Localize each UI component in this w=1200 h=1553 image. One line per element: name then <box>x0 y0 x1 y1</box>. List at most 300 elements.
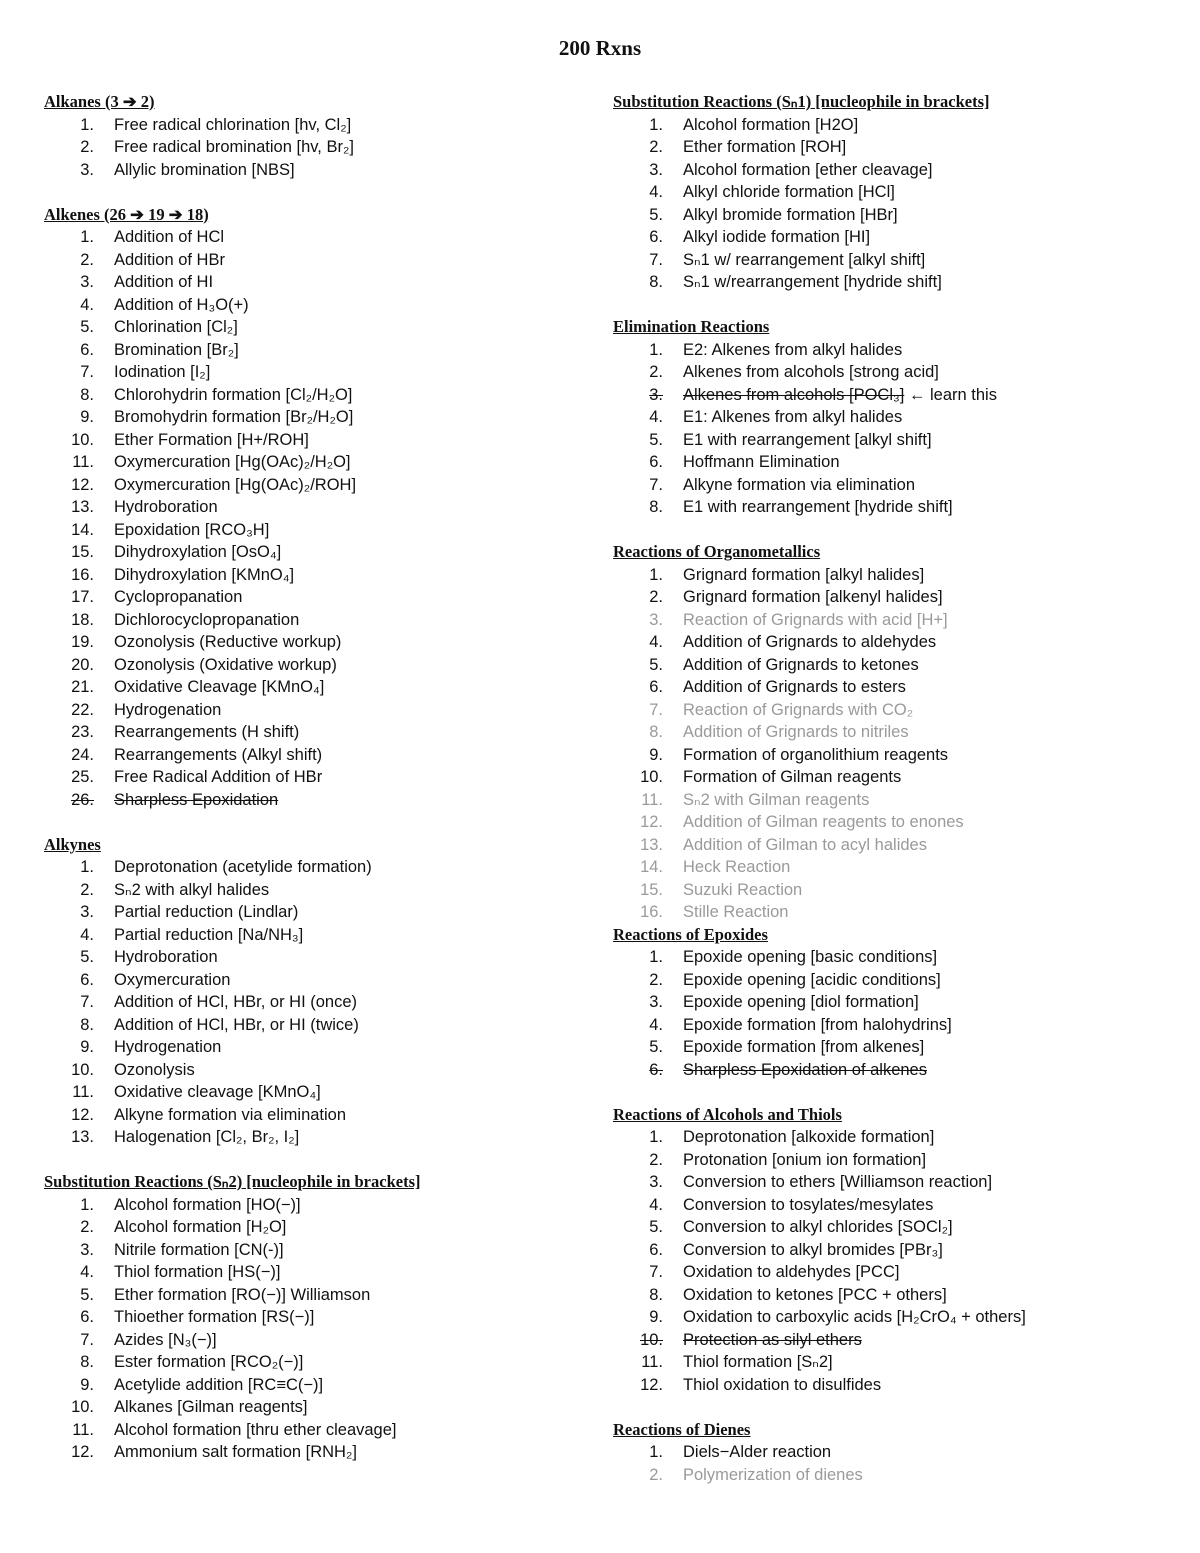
item-text: Heck Reaction <box>683 858 791 876</box>
list-item <box>613 406 1173 429</box>
list-item <box>613 631 1173 654</box>
item-number: 6. <box>80 1308 94 1326</box>
item-number: 2. <box>80 880 94 899</box>
item-number: 21. <box>71 678 94 696</box>
item-text-wrap <box>683 1194 933 1217</box>
section-heading: Substitution Reactions (Sₙ2) [nucleophile in brackets] <box>44 1172 421 1191</box>
item-text-wrap <box>114 1261 280 1284</box>
item-text-wrap <box>114 654 337 677</box>
item-text-wrap <box>683 1059 927 1082</box>
item-text-wrap <box>114 676 324 699</box>
item-text: Ammonium salt formation [RNH₂] <box>114 1443 357 1461</box>
item-text-wrap <box>114 294 249 317</box>
list-item <box>44 429 604 452</box>
item-text-wrap <box>683 699 913 722</box>
item-text-wrap <box>683 271 942 294</box>
item-text: Alkyne formation via elimination <box>683 475 916 494</box>
item-number: 11. <box>72 1083 94 1101</box>
item-text: Free Radical Addition of HBr <box>114 768 323 786</box>
list-item <box>44 991 604 1014</box>
item-text: Suzuki Reaction <box>683 880 803 899</box>
item-text: Halogenation [Cl₂, Br₂, I₂] <box>114 1128 300 1146</box>
list-item <box>613 181 1173 204</box>
item-number: 6. <box>649 1060 663 1079</box>
item-number: 15. <box>640 880 663 899</box>
list-item <box>613 1014 1173 1037</box>
item-text-wrap <box>114 519 269 542</box>
item-number: 4. <box>649 633 663 651</box>
item-number: 1. <box>80 228 94 246</box>
list-item <box>44 1441 604 1464</box>
list-item <box>44 856 604 879</box>
list-item <box>613 609 1173 632</box>
list-item <box>613 969 1173 992</box>
list-item <box>44 1239 604 1262</box>
item-text-wrap <box>683 339 902 362</box>
list-item <box>44 1126 604 1149</box>
list-item <box>44 744 604 767</box>
list-item <box>44 1306 604 1329</box>
item-number: 5. <box>649 655 663 674</box>
item-number: 2. <box>649 138 663 156</box>
item-text-wrap <box>114 249 225 272</box>
item-text: Addition of HI <box>114 273 214 291</box>
list-item <box>613 1126 1173 1149</box>
item-text-wrap <box>114 1036 221 1059</box>
item-text: Free radical bromination [hv, Br₂] <box>114 138 354 156</box>
item-number: 1. <box>80 858 94 876</box>
item-number: 4. <box>649 1195 663 1214</box>
list-item <box>44 1284 604 1307</box>
page-title: 200 Rxns <box>558 36 642 60</box>
item-text: Deprotonation [alkoxide formation] <box>683 1128 935 1146</box>
item-text: Epoxide opening [diol formation] <box>683 993 919 1011</box>
item-number: 9. <box>80 1038 94 1056</box>
item-text: Iodination [I₂] <box>114 363 211 381</box>
list-item <box>44 1351 604 1374</box>
item-text: Oxidation to aldehydes [PCC] <box>683 1263 900 1281</box>
section-alkenes-26-19-18 <box>44 204 604 812</box>
item-text-wrap <box>683 1374 881 1397</box>
section-spacer <box>613 1396 1173 1419</box>
list-item <box>613 1216 1173 1239</box>
item-text: E1 with rearrangement [alkyl shift] <box>683 430 932 449</box>
item-text: Grignard formation [alkenyl halides] <box>683 588 943 606</box>
list-item <box>44 406 604 429</box>
item-text-wrap <box>683 609 948 632</box>
item-text-wrap <box>114 946 218 969</box>
item-text: Sₙ1 w/rearrangement [hydride shift] <box>683 273 942 291</box>
item-text: Chlorination [Cl₂] <box>114 318 238 336</box>
item-text-wrap <box>683 361 939 384</box>
list-item <box>613 1171 1173 1194</box>
item-text: E2: Alkenes from alkyl halides <box>683 340 903 359</box>
list-item <box>613 429 1173 452</box>
item-text: Thioether formation [RS(−)] <box>114 1308 315 1326</box>
item-text: Alkyl bromide formation [HBr] <box>683 205 898 224</box>
item-text: Sₙ1 w/ rearrangement [alkyl shift] <box>683 250 926 269</box>
list-item <box>44 339 604 362</box>
item-number: 24. <box>71 745 94 764</box>
item-text: Cyclopropanation <box>114 588 243 606</box>
item-number: 10. <box>71 1398 94 1416</box>
item-number: 6. <box>649 1240 663 1259</box>
list-item <box>44 316 604 339</box>
item-number: 1. <box>649 115 663 134</box>
item-text-wrap <box>114 609 299 632</box>
item-text-wrap <box>683 1014 952 1037</box>
list-item <box>613 1284 1173 1307</box>
item-number: 13. <box>71 498 94 516</box>
list-item <box>44 271 604 294</box>
item-text-wrap <box>683 1149 926 1172</box>
item-text-wrap <box>683 1126 934 1149</box>
list-item <box>613 721 1173 744</box>
list-item <box>613 339 1173 362</box>
item-text-wrap <box>114 1239 284 1262</box>
item-text: Ozonolysis (Oxidative workup) <box>114 655 337 674</box>
item-text-wrap <box>114 384 352 407</box>
section-spacer <box>613 294 1173 317</box>
item-number: 8. <box>649 498 663 516</box>
item-text: Alcohol formation [H2O] <box>683 115 859 134</box>
item-text-wrap <box>683 226 870 249</box>
item-number: 3. <box>649 160 663 179</box>
list-item <box>613 811 1173 834</box>
list-item <box>613 1329 1173 1352</box>
item-number: 12. <box>640 1375 663 1394</box>
item-text: Rearrangements (Alkyl shift) <box>114 745 323 764</box>
section-reactions-of-alcohols-and-thiols <box>613 1104 1173 1397</box>
item-number: 1. <box>80 1195 94 1214</box>
item-text-wrap <box>683 406 902 429</box>
item-text: Partial reduction [Na/NH₃] <box>114 925 304 944</box>
item-text-wrap <box>683 159 932 182</box>
item-text-wrap <box>114 699 221 722</box>
item-text-wrap <box>114 901 298 924</box>
item-number: 1. <box>649 1128 663 1146</box>
item-text-wrap <box>114 1306 314 1329</box>
list-item <box>44 519 604 542</box>
right-column <box>613 91 1173 1486</box>
item-text-wrap <box>683 1306 1026 1329</box>
list-item <box>44 361 604 384</box>
list-item <box>44 451 604 474</box>
item-text-wrap <box>683 1036 924 1059</box>
item-text-wrap <box>114 744 322 767</box>
item-text: Sₙ2 with Gilman reagents <box>683 790 870 809</box>
section-heading: Alkenes (26 ➔ 19 ➔ 18) <box>44 204 209 224</box>
item-text-wrap <box>683 114 858 137</box>
list-item <box>44 676 604 699</box>
item-number: 2. <box>649 588 663 606</box>
item-text-wrap <box>683 946 937 969</box>
section-substitution-reactions-s-1-nucleophile-i <box>613 91 1173 294</box>
section-heading: Reactions of Organometallics <box>613 542 821 561</box>
item-text-wrap <box>114 991 357 1014</box>
item-text-wrap <box>114 136 354 159</box>
item-number: 10. <box>640 768 663 786</box>
item-number: 8. <box>649 1285 663 1304</box>
item-text: Epoxide opening [basic conditions] <box>683 948 938 966</box>
item-number: 22. <box>71 700 94 719</box>
list-item <box>44 586 604 609</box>
item-number: 6. <box>80 340 94 359</box>
list-item <box>613 204 1173 227</box>
item-text-wrap <box>683 1464 863 1487</box>
list-item <box>613 474 1173 497</box>
item-number: 11. <box>641 1353 663 1371</box>
left-column <box>44 91 604 1464</box>
item-text: Addition of Grignards to esters <box>683 678 906 696</box>
item-text-wrap <box>114 789 278 812</box>
item-text-wrap <box>683 496 953 519</box>
item-number: 17. <box>71 588 94 606</box>
item-number: 4. <box>80 295 94 314</box>
item-number: 8. <box>649 273 663 291</box>
item-number: 26. <box>71 790 94 809</box>
item-text-wrap <box>683 834 927 857</box>
list-item <box>613 1239 1173 1262</box>
item-text-wrap <box>114 1014 359 1037</box>
item-number: 5. <box>80 948 94 966</box>
item-number: 2. <box>649 970 663 989</box>
item-number: 4. <box>80 925 94 944</box>
section-spacer <box>44 811 604 834</box>
item-number: 7. <box>649 700 663 719</box>
item-text: Dihydroxylation [OsO₄] <box>114 543 282 561</box>
section-alkanes-3-2 <box>44 91 604 181</box>
item-text: Thiol formation [Sₙ2] <box>683 1353 833 1371</box>
item-number: 9. <box>649 1308 663 1326</box>
item-text: Hydrogenation <box>114 1038 222 1056</box>
item-text-wrap <box>683 451 840 474</box>
item-text-wrap <box>114 1374 323 1397</box>
item-number: 16. <box>71 565 94 584</box>
item-text: Oxidation to ketones [PCC + others] <box>683 1285 947 1304</box>
item-number: 3. <box>649 1173 663 1191</box>
list-item <box>44 901 604 924</box>
list-item <box>44 1104 604 1127</box>
item-number: 1. <box>649 1443 663 1461</box>
item-number: 12. <box>71 475 94 494</box>
item-text: Sharpless Epoxidation <box>114 790 279 809</box>
item-text: Dichlorocyclopropanation <box>114 610 300 629</box>
item-number: 4. <box>80 1263 94 1281</box>
item-text-wrap <box>114 316 238 339</box>
item-text-wrap <box>683 789 869 812</box>
item-text-wrap <box>683 249 925 272</box>
item-text-wrap <box>114 879 269 902</box>
list-item <box>44 474 604 497</box>
item-number: 5. <box>649 205 663 224</box>
item-text: Oxidative cleavage [KMnO₄] <box>114 1083 321 1101</box>
section-heading: Alkynes <box>44 834 101 854</box>
item-text: Addition of Gilman reagents to enones <box>683 813 964 831</box>
item-text: Epoxide formation [from halohydrins] <box>683 1015 952 1034</box>
item-text: Conversion to alkyl chlorides [SOCl₂] <box>683 1218 953 1236</box>
item-text: Bromination [Br₂] <box>114 340 239 359</box>
list-item <box>44 1014 604 1037</box>
item-text-wrap <box>114 924 303 947</box>
list-item <box>44 1261 604 1284</box>
item-text-wrap <box>683 676 906 699</box>
item-text: Addition of Gilman to acyl halides <box>683 835 927 854</box>
item-number: 8. <box>649 723 663 741</box>
item-text-wrap <box>114 361 210 384</box>
item-text-wrap <box>114 1059 195 1082</box>
item-number: 2. <box>649 1150 663 1169</box>
item-text: Reaction of Grignards with acid [H+] <box>683 610 948 629</box>
list-item <box>613 586 1173 609</box>
item-text: Addition of HCl <box>114 228 225 246</box>
item-number: 3. <box>649 385 663 404</box>
item-text-wrap <box>114 564 294 587</box>
item-text: Oxymercuration [Hg(OAc)₂/ROH] <box>114 475 357 494</box>
list-item <box>44 1194 604 1217</box>
item-number: 4. <box>649 408 663 426</box>
item-text-wrap <box>114 451 351 474</box>
item-number: 2. <box>80 250 94 269</box>
list-item <box>613 136 1173 159</box>
list-item <box>44 1216 604 1239</box>
list-item <box>44 946 604 969</box>
item-text: Alkenes from alcohols [POCl₃] <box>683 385 905 404</box>
list-item <box>44 384 604 407</box>
list-item <box>44 1329 604 1352</box>
item-text: Conversion to alkyl bromides [PBr₃] <box>683 1240 943 1259</box>
item-text: Grignard formation [alkyl halides] <box>683 565 925 584</box>
item-text: Ozonolysis (Reductive workup) <box>114 633 342 651</box>
item-number: 10. <box>640 1330 663 1349</box>
item-text: Dihydroxylation [KMnO₄] <box>114 565 295 584</box>
item-number: 12. <box>71 1443 94 1461</box>
item-text-wrap <box>683 1239 943 1262</box>
item-number: 7. <box>80 363 94 381</box>
item-text: Protection as silyl ethers <box>683 1330 862 1349</box>
item-text: Alcohol formation [HO(−)] <box>114 1195 301 1214</box>
item-text-wrap <box>683 879 802 902</box>
item-number: 20. <box>71 655 94 674</box>
section-elimination-reactions <box>613 316 1173 519</box>
item-text-wrap <box>683 811 964 834</box>
item-text: Partial reduction (Lindlar) <box>114 903 299 921</box>
item-text-wrap <box>683 766 901 789</box>
item-text: Protonation [onium ion formation] <box>683 1150 927 1169</box>
list-item <box>44 1059 604 1082</box>
section-heading: Reactions of Dienes <box>613 1419 751 1439</box>
list-item <box>613 114 1173 137</box>
list-item <box>44 699 604 722</box>
item-number: 3. <box>80 273 94 291</box>
list-item <box>613 1261 1173 1284</box>
item-text: Alkanes [Gilman reagents] <box>114 1398 308 1416</box>
item-number: 23. <box>71 723 94 741</box>
item-text-wrap <box>114 586 242 609</box>
item-text-wrap <box>114 429 309 452</box>
item-text-wrap <box>114 114 351 137</box>
item-number: 8. <box>80 385 94 404</box>
item-text-wrap <box>683 631 936 654</box>
item-text-wrap <box>683 181 895 204</box>
list-item <box>613 654 1173 677</box>
item-text-wrap <box>114 406 353 429</box>
list-item <box>44 1374 604 1397</box>
item-number: 9. <box>80 1375 94 1394</box>
item-text: Alkyl chloride formation [HCl] <box>683 183 895 201</box>
list-item <box>613 766 1173 789</box>
item-text-wrap <box>683 1441 831 1464</box>
list-item <box>44 294 604 317</box>
item-text-wrap <box>683 856 790 879</box>
list-item <box>44 226 604 249</box>
item-text: Addition of HBr <box>114 250 225 269</box>
list-item <box>613 384 1173 407</box>
section-reactions-of-epoxides <box>613 924 1173 1082</box>
item-text: Thiol formation [HS(−)] <box>114 1263 281 1281</box>
item-number: 7. <box>649 475 663 494</box>
item-text: Sₙ2 with alkyl halides <box>114 880 270 899</box>
section-reactions-of-dienes <box>613 1419 1173 1487</box>
item-text-wrap <box>683 654 919 677</box>
item-text-wrap <box>683 564 924 587</box>
list-item <box>613 1194 1173 1217</box>
item-text: Oxymercuration [Hg(OAc)₂/H₂O] <box>114 453 351 471</box>
list-item <box>613 1059 1173 1082</box>
item-number: 11. <box>72 1420 94 1439</box>
item-text-wrap <box>114 474 356 497</box>
item-text: E1: Alkenes from alkyl halides <box>683 408 903 426</box>
item-number: 7. <box>80 1330 94 1349</box>
list-item <box>44 496 604 519</box>
list-item <box>613 451 1173 474</box>
item-number: 13. <box>71 1128 94 1146</box>
item-number: 3. <box>649 610 663 629</box>
list-item <box>44 1396 604 1419</box>
list-item <box>613 1351 1173 1374</box>
item-number: 11. <box>72 453 94 471</box>
item-number: 12. <box>71 1105 94 1124</box>
item-text-wrap <box>114 1126 299 1149</box>
item-number: 18. <box>71 610 94 629</box>
item-note: ← learn this <box>908 385 997 404</box>
item-number: 3. <box>80 903 94 921</box>
list-item <box>613 271 1173 294</box>
item-number: 14. <box>640 858 663 876</box>
item-text: Alkyl iodide formation [HI] <box>683 228 871 246</box>
item-number: 3. <box>649 993 663 1011</box>
item-text-wrap <box>683 204 898 227</box>
item-text: Bromohydrin formation [Br₂/H₂O] <box>114 408 354 426</box>
list-item <box>613 946 1173 969</box>
item-number: 6. <box>649 228 663 246</box>
item-text: Stille Reaction <box>683 903 789 921</box>
list-item <box>44 789 604 812</box>
item-text-wrap <box>114 969 230 992</box>
section-heading: Elimination Reactions <box>613 317 770 336</box>
item-text: Nitrile formation [CN(-)] <box>114 1240 284 1259</box>
list-item <box>44 924 604 947</box>
item-text: Addition of Grignards to ketones <box>683 655 919 674</box>
list-item <box>44 564 604 587</box>
item-text-wrap <box>114 721 299 744</box>
item-number: 13. <box>640 835 663 854</box>
item-text: Addition of H₃O(+) <box>114 295 249 314</box>
item-text: Addition of Grignards to nitriles <box>683 723 909 741</box>
list-item <box>44 631 604 654</box>
item-text-wrap <box>683 744 948 767</box>
item-number: 2. <box>649 363 663 381</box>
